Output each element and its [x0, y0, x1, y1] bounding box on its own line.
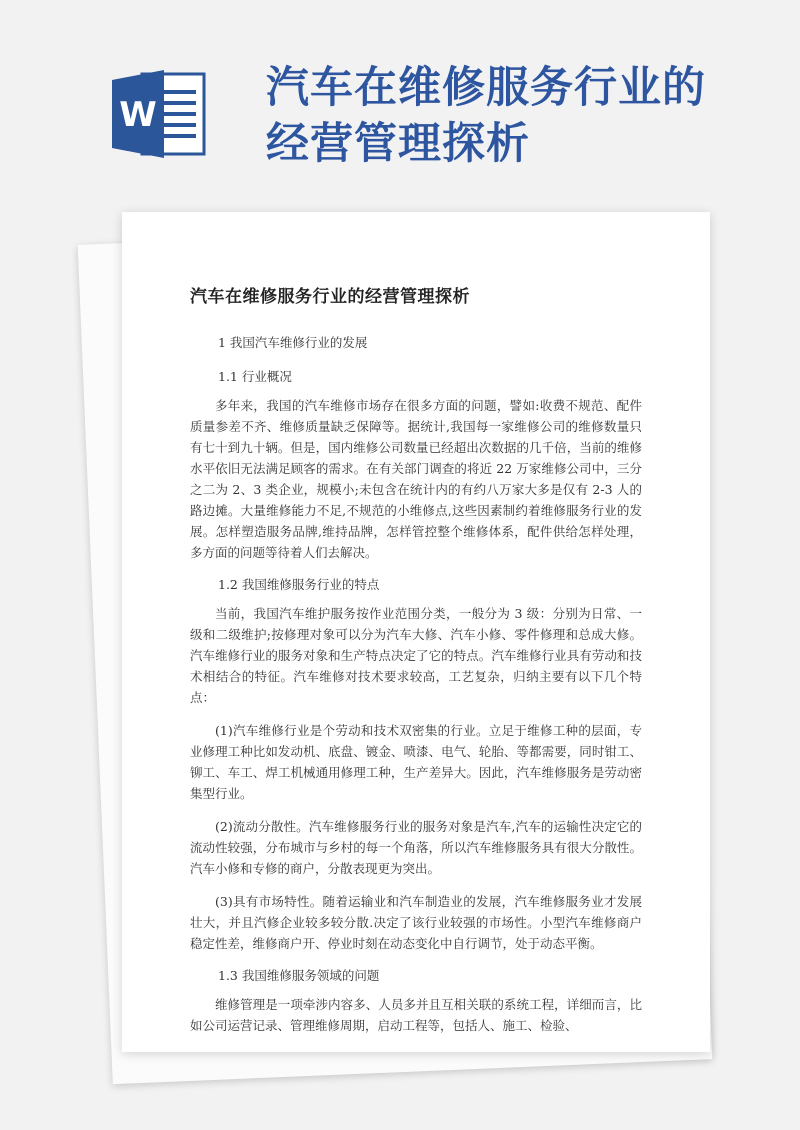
paragraph-problems: 维修管理是一项牵涉内容多、人员多并且互相关联的系统工程，详细而言，比如公司运营记录、管理维修周期，启动工程等，包括人、施工、检验、	[190, 997, 642, 1033]
document-page	[122, 212, 710, 1052]
paragraph-characteristics-intro: 当前，我国汽车维护服务按作业范围分类，一般分为 3 级：分别为日常、一级和二级维护;按修理对象可以分为汽车大修、汽车小修、零件修理和总成大修。汽车维修行业的服务对象和生产特点决定了它的特点。汽车维修行业具有劳动和技术相结合的特征。汽车维修对技术要求较高，工艺复杂，归纳主要有以下几个特点：	[190, 606, 642, 705]
paragraph-characteristic-1: (1)汽车维修行业是个劳动和技术双密集的行业。立足于维修工种的层面，专业修理工种比如发动机、底盘、镀金、喷漆、电气、轮胎、等都需要，同时钳工、铆工、车工、焊工机械通用修理工种，生产差异大。因此，汽车维修服务是劳动密集型行业。	[190, 723, 642, 801]
paragraph-characteristic-2: (2)流动分散性。汽车维修服务行业的服务对象是汽车,汽车的运输性决定它的流动性较强，分布城市与乡村的每一个角落，所以汽车维修服务具有很大分散性。汽车小修和专修的商户，分散表现更为突出。	[190, 819, 642, 876]
paragraph-industry-overview: 多年来，我国的汽车维修市场存在很多方面的问题，譬如:收费不规范、配件质量参差不齐、维修质量缺乏保障等。据统计,我国每一家维修公司的维修数量只有七十到九十辆。但是，国内维修公司数量已经超出次数据的几千倍，当前的维修水平依旧无法满足顾客的需求。在有关部门调查的将近 22 万家维修公司中，三分之二为 2、3 类企业，规模小;未包含在统计内的有约八万家大多是仅有 2-3 人的路边摊。大量维修能力不足,不规范的小维修点,这些因素制约着维修服务行业的发展。怎样塑造服务品牌,维持品牌，怎样管控整个维修体系，配件供给怎样处理，多方面的问题等待着人们去解决。	[190, 398, 642, 560]
paragraph-characteristic-3: (3)具有市场特性。随着运输业和汽车制造业的发展，汽车维修服务业才发展壮大，并且汽修企业较多较分散.决定了该行业较强的市场性。小型汽车维修商户稳定性差，维修商户开、停业时刻在动态变化中自行调节，处于动态平衡。	[190, 894, 642, 951]
word-icon-letter: W	[119, 95, 157, 135]
section-heading-1: 1 我国汽车维修行业的发展	[218, 335, 368, 350]
document-title: 汽车在维修服务行业的经营管理探析	[190, 287, 470, 307]
document-body	[190, 282, 642, 1048]
word-document-icon	[112, 68, 212, 160]
section-heading-1-1: 1.1 行业概况	[218, 369, 292, 384]
headline	[266, 60, 786, 172]
section-heading-1-2: 1.2 我国维修服务行业的特点	[218, 577, 380, 592]
section-heading-1-3: 1.3 我国维修服务领域的问题	[218, 968, 380, 983]
headline-line-1: 汽车在维修服务行业的	[266, 63, 706, 113]
headline-line-2: 经营管理探析	[266, 119, 530, 169]
header	[0, 0, 800, 200]
